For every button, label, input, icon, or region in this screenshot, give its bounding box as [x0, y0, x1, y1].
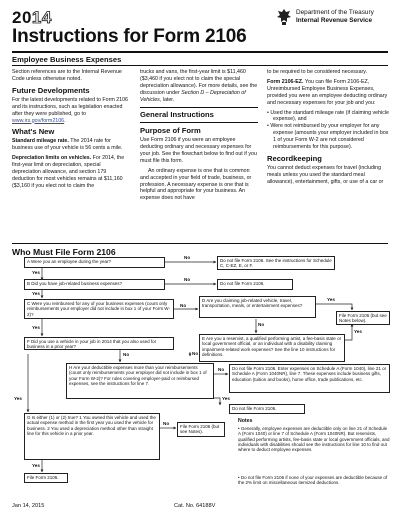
box-g-no: [177, 422, 225, 437]
note-2: • Do not file Form 2106 if none of your expenses are deductible because of the 2% limit on miscellaneous itemized deductions.: [238, 475, 388, 486]
ez-bullet-2-text: Were not reimbursed by your employer for any expense (amounts your employer included in box 1 of your Form W-2 are not considered reimbursements for this purpose).: [270, 123, 389, 151]
form-2106ez-text: You can file Form 2106-EZ, Unreimbursed Employee Business Expenses, provided you were an employee deducting ordinary and necessary expenses for your job and you:: [267, 78, 388, 106]
box-d-text: D Are you claiming job-related vehicle, travel, transportation, meals, or entertainment expenses?: [202, 298, 303, 309]
intro-text: Section references are to the Internal Revenue Code unless otherwise noted.: [12, 69, 122, 82]
box-g: [24, 413, 160, 460]
box-f: [24, 337, 174, 350]
box-g-no-text: File Form 2106 (but see Notes).: [180, 424, 220, 435]
box-file-text: File Form 2106.: [27, 475, 59, 480]
future-text-block: For the latest developments related to Form 2106 and its instructions, such as legislation enacted after they were published, go to www.irs.gov/form2106.: [12, 96, 129, 124]
box-h-no-text: Do not file Form 2106.: [232, 406, 277, 411]
agency-irs: Internal Revenue Service: [296, 17, 373, 24]
box-b-no-text: Do not file Form 2106.: [220, 281, 265, 286]
heading-recordkeeping: Recordkeeping: [267, 153, 322, 163]
heading-general-instructions: General Instructions: [140, 110, 214, 120]
box-c-text: C Were you reimbursed for any of your business expenses (count only reimbursements your employer did not include in box 1 of your Form W-2)?: [27, 301, 170, 317]
ez-bullet-2: • Were not reimbursed by your employer for any expense (amounts your employer included in box 1 of your Form W-2 are not considered reimbursements for this purpose).: [267, 123, 389, 151]
mileage-heading: Standard mileage rate.: [12, 138, 69, 145]
box-a-text: A Were you an employee during the year?: [27, 259, 111, 264]
box-file: [24, 473, 68, 483]
box-e-yes-label: Yes: [354, 329, 362, 334]
box-h-no-label: Yes: [222, 396, 230, 401]
box-e: [199, 334, 345, 362]
ez-bullet-1-text: Used the standard mileage rate (if claiming vehicle expense), and: [270, 109, 389, 123]
ez-bullet-1: • Used the standard mileage rate (if claiming vehicle expense), and: [267, 109, 389, 123]
box-c-no-label: No: [180, 303, 187, 308]
box-h-yes: [229, 364, 390, 393]
box-b: [24, 279, 165, 290]
box-d-no-label: No: [258, 322, 265, 327]
notes-heading: Notes: [238, 418, 253, 424]
box-e-text: E Are you a reservist, a qualified performing artist, a fee-basis state or local government official, or an individual with a disability claiming impairment-related work expenses? See the line 10 instructions for definitions.: [202, 336, 342, 358]
box-g-yes-label: Yes: [32, 463, 40, 468]
agency-department: Department of the Treasury: [296, 9, 374, 16]
cont-text: trucks and vans, the first-year limit is $11,460 ($3,460 if you elect not to claim the special depreciation allowance). For more details, see the discussion under: [140, 69, 258, 96]
box-h-yes-text: Do not file Form 2106. Enter expenses on Schedule A (Form 1040), line 21 or Schedule A (Form 1040NR), line 7. These expenses include business gifts, education (tuition and books), home office, trade publications, etc.: [232, 366, 387, 382]
box-b-yes-label: Yes: [32, 291, 40, 296]
box-d-yes-label: Yes: [327, 297, 335, 302]
box-b-no-label: No: [184, 277, 191, 282]
purpose-text: Use Form 2106 if you were an employee deducting ordinary and necessary expenses for your job. See the flowchart below to find out if you must file this form.: [140, 137, 257, 164]
box-d-file-text: File Form 2106 (but see Notes below).: [339, 313, 387, 324]
tax-year-solid: 20: [12, 8, 32, 27]
page-title: Instructions for Form 2106: [12, 26, 247, 47]
box-h-text: H Are your deductible expenses more than your reimbursements (count only reimbursements your employer did not include in box 1 of your Form W-2)? For rules covering employer-paid or reimbursed expenses, see the instructions for line 7.: [69, 365, 207, 387]
box-d-file: [336, 311, 390, 325]
recordkeeping-text: You cannot deduct expenses for travel (including meals unless you used the standard meal allowance), entertainment, gifts, or use of a car or: [267, 164, 384, 185]
cont-italic: Section D – Depreciation of Vehicles: [140, 89, 246, 103]
heading-future-developments: Future Developments: [12, 85, 90, 95]
box-f-no-label: No: [123, 352, 130, 357]
box-h: [66, 363, 214, 399]
box-a: [24, 257, 165, 268]
box-a-yes-label: Yes: [32, 270, 40, 275]
box-h-yes-label: No: [218, 367, 225, 372]
flowchart-heading: Who Must File Form 2106: [12, 247, 116, 257]
depreciation-text: For 2014, the first-year limit on depreciation, special depreciation allowance, and section 179 deduction for most vehicles remains at $11,160 ($3,160 if you elect not to claim the: [12, 155, 125, 189]
box-g-text: G Is either (1) or (2) true? 1 You owned this vehicle and used the actual expense method in the first year you used the vehicle for business. 2 You used a depreciation method other than straight line for this vehicle in a prior year.: [27, 415, 156, 437]
form-2106ez-heading: Form 2106-EZ.: [267, 78, 304, 85]
box-b-text: B Did you have job-related business expenses?: [27, 281, 123, 286]
box-f-text: F Did you use a vehicle in your job in 2014 that you also used for business in a prior year?: [27, 339, 157, 350]
ordinary-expense-text: An ordinary expense is one that is common and accepted in your field of trade, business, or profession. A necessary expense is one that is helpful and appropriate for your business. An expense does not have: [140, 167, 252, 202]
box-a-no-label: No: [184, 255, 191, 260]
box-e-no-label: No: [192, 351, 199, 356]
heading-purpose: Purpose of Form: [140, 126, 201, 136]
mileage-text: The 2014 rate for business use of your vehicle is 56 cents a mile.: [12, 138, 123, 152]
note-1: • Generally, employee expenses are deductible only on line 21 of Schedule A (Form 1040) or line 7 of Schedule A (Form 1040NR). But reservists, qualified performing artists, fee-basis state or local government officials, and individuals with disabilities should see the instructions for line 10 to find out where to deduct employee expenses.: [238, 426, 390, 453]
box-a-no-text: Do not file Form 2106. See the instructions for Schedule C, C-EZ, E, or F.: [220, 258, 332, 269]
irs-form-link[interactable]: www.irs.gov/form2106: [12, 117, 65, 124]
box-c-yes-label: Yes: [32, 325, 40, 330]
cont-end: , later.: [159, 96, 175, 103]
necessary-text: to be required to be considered necessary.: [267, 69, 368, 75]
heading-whats-new: What's New: [12, 127, 55, 137]
box-b-no: [217, 279, 293, 290]
depreciation-heading: Depreciation limits on vehicles.: [12, 155, 92, 162]
page-subtitle: Employee Business Expenses: [12, 55, 122, 64]
footer-cat-no: Cat. No. 64188V: [174, 503, 216, 509]
box-f-yes-label: Yes: [14, 396, 22, 401]
box-h-no: [229, 404, 305, 414]
future-text: For the latest developments related to Form 2106 and its instructions, such as legislation enacted after they were published, go to: [12, 96, 129, 117]
footer-date: Jan 14, 2015: [12, 503, 45, 509]
box-d: [199, 296, 316, 318]
box-a-no: [217, 256, 335, 270]
box-g-no-label: No: [163, 421, 170, 426]
box-c: [24, 299, 174, 319]
tax-year-hollow: 14: [31, 8, 52, 27]
